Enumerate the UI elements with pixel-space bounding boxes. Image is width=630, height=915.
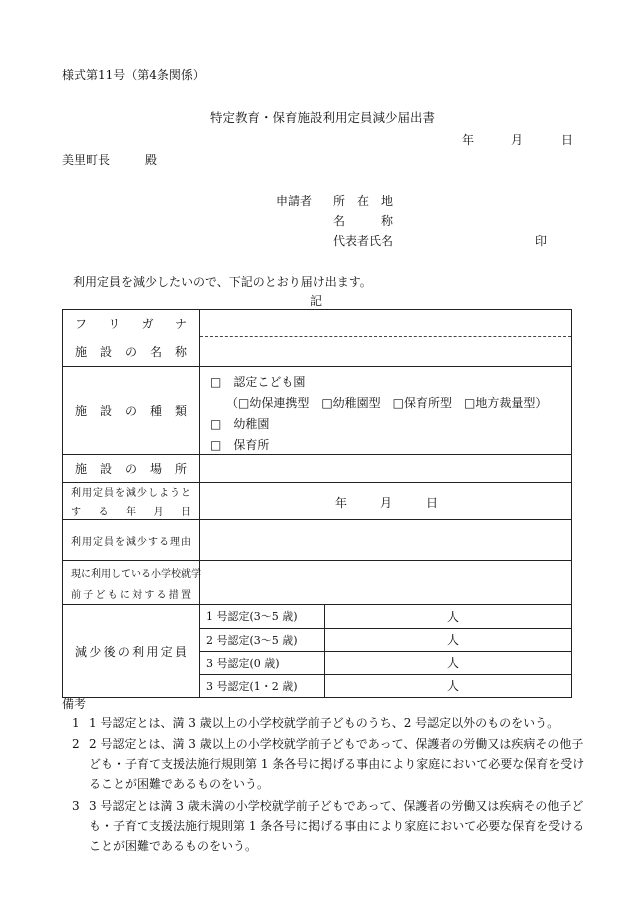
label-char: を <box>115 488 125 499</box>
reason-label <box>63 533 199 548</box>
form-table <box>62 309 572 698</box>
note-2-line3: ることが困難であるものをいう。 <box>89 777 270 791</box>
reduce-date-label-cell <box>63 483 200 520</box>
after-capacity-label-cell <box>63 605 200 698</box>
after-capacity-cell <box>200 605 572 698</box>
label-char: 就 <box>181 568 191 580</box>
label-char: 名 <box>149 344 162 359</box>
label-char: 員 <box>104 488 114 499</box>
label-char: 月 <box>153 507 164 518</box>
label-char: と <box>181 488 191 499</box>
label-char: 設 <box>99 404 112 418</box>
furigana-label-cell <box>63 310 200 337</box>
label-char: 減 <box>126 536 136 548</box>
recipient-honorific: 殿 <box>145 153 158 167</box>
label-char: 設 <box>99 344 112 359</box>
facility-type-options <box>200 367 572 455</box>
note-2-line1: 2 号認定とは、満 3 歳以上の小学校就学前子どもであって、保護者の労働又は疾病その他子 <box>89 737 584 751</box>
facility-type-label-cell <box>63 367 200 455</box>
reduce-date-year: 年 <box>335 496 348 510</box>
applicant-name-label: 名 称 <box>333 214 394 228</box>
furigana-input[interactable] <box>200 310 572 337</box>
label-char: も <box>107 589 118 601</box>
capacity-row-input[interactable] <box>325 605 572 628</box>
label-char: ナ <box>174 316 187 331</box>
option-nursery[interactable]: □ 保育所 <box>210 438 270 452</box>
label-char: 用 <box>146 644 159 659</box>
reduce-date-input[interactable] <box>200 483 572 520</box>
label-char: 種 <box>149 404 162 418</box>
label-char: 現 <box>71 568 81 580</box>
furigana-label <box>63 315 199 332</box>
capacity-row-input[interactable] <box>325 628 572 651</box>
option-kindergarten[interactable]: □ 幼稚園 <box>210 417 270 431</box>
label-char: い <box>131 568 141 580</box>
label-char: 対 <box>132 589 143 601</box>
label-char: て <box>121 568 131 580</box>
capacity-row-label: 3 号認定(1・2 歳) <box>200 674 325 697</box>
label-char: の <box>124 462 137 476</box>
label-char: の <box>124 344 137 359</box>
label-char: の <box>117 644 130 659</box>
note-1: 1 号認定とは、満 3 歳以上の小学校就学前子どものうち、2 号認定以外のものをいう。 <box>89 716 560 730</box>
label-char: 由 <box>181 536 191 548</box>
seal-mark: 印 <box>535 234 548 248</box>
note-2-line2: ども・子育て支援法施行規則第 1 条各号に掲げる事由により家庭において必要な保育を受け <box>89 757 585 771</box>
label-char: 定 <box>160 644 173 659</box>
capacity-unit: 人 <box>446 656 459 670</box>
label-char: ガ <box>141 316 154 331</box>
label-char: に <box>81 568 91 580</box>
notes-heading: 備考 <box>62 697 87 711</box>
label-char: 設 <box>99 462 112 476</box>
label-char: 減 <box>75 644 88 659</box>
facility-type-label <box>63 402 199 419</box>
current-measures-input[interactable] <box>200 561 572 605</box>
after-capacity-table <box>200 605 571 697</box>
facility-location-label-cell <box>63 455 200 483</box>
label-char: し <box>111 568 121 580</box>
capacity-row-input[interactable] <box>325 651 572 674</box>
label-char: る <box>156 589 167 601</box>
label-char: ど <box>95 589 106 601</box>
label-char: 員 <box>104 536 114 548</box>
applicant-label: 申請者 <box>276 194 313 208</box>
label-char: 置 <box>180 589 191 601</box>
label-char: 措 <box>168 589 179 601</box>
label-char: 少 <box>137 536 147 548</box>
recipient: 美里町長 <box>62 153 111 167</box>
document-title: 特定教育・保育施設利用定員減少届出書 <box>210 110 436 125</box>
label-char: 前 <box>71 589 81 601</box>
label-char: 学 <box>191 568 201 580</box>
note-3-line2: も・子育て支援法施行規則第 1 条各号に掲げる事由により家庭において必要な保育を受ける <box>89 819 585 833</box>
date-day-label: 日 <box>561 133 574 147</box>
label-char: フ <box>75 316 88 331</box>
label-char: 員 <box>174 644 187 659</box>
label-char: 日 <box>181 507 191 518</box>
label-char: 年 <box>126 507 136 518</box>
label-char: 用 <box>101 568 111 580</box>
reduce-date-month: 月 <box>380 496 393 510</box>
reason-label-cell <box>63 520 200 561</box>
label-char: る <box>98 507 109 518</box>
note-3-line3: ことが困難であるものをいう。 <box>89 839 258 853</box>
label-char: 後 <box>103 644 116 659</box>
representative-label: 代表者氏名 <box>333 234 394 248</box>
label-char: 利 <box>71 488 81 499</box>
label-char: 定 <box>93 488 103 499</box>
label-char: よ <box>159 488 169 499</box>
label-char: 施 <box>75 404 88 418</box>
capacity-row-label: 2 号認定(3〜5 歳) <box>200 628 325 651</box>
capacity-unit: 人 <box>446 679 459 694</box>
facility-location-input[interactable] <box>200 455 572 483</box>
note-2-number: 2 <box>72 737 80 751</box>
label-char: 施 <box>75 344 88 359</box>
label-char: 小 <box>151 568 161 580</box>
note-1-number: 1 <box>72 716 80 730</box>
form-number: 様式第11号（第4条関係） <box>62 68 205 82</box>
reduce-date-label-line2 <box>63 503 199 518</box>
capacity-row-input[interactable] <box>325 674 572 697</box>
ki-heading: 記 <box>310 294 323 308</box>
facility-name-label-cell <box>63 337 200 367</box>
intro-text: 利用定員を減少したいので、下記のとおり届け出ます。 <box>73 275 372 289</box>
capacity-unit: 人 <box>446 633 459 647</box>
reason-input[interactable] <box>200 520 572 561</box>
label-char: 学 <box>161 568 171 580</box>
label-char: す <box>144 589 155 601</box>
after-capacity-label <box>63 643 199 660</box>
option-kodomoen-subtypes[interactable]: （□幼保連携型 □幼稚園型 □保育所型 □地方裁量型） <box>226 396 548 410</box>
label-char: 利 <box>71 536 81 548</box>
label-char: う <box>170 488 180 499</box>
option-certified-kodomoen[interactable]: □ 認定こども園 <box>210 375 306 389</box>
label-char: 少 <box>89 644 102 659</box>
label-char: 校 <box>171 568 181 580</box>
label-char: る <box>159 536 169 548</box>
facility-location-label <box>63 460 199 477</box>
label-char: 称 <box>174 344 187 359</box>
label-char: 用 <box>82 536 92 548</box>
label-char: 定 <box>93 536 103 548</box>
label-char: 用 <box>82 488 92 499</box>
label-char: す <box>148 536 158 548</box>
reduce-date-label-line1 <box>63 484 199 499</box>
applicant-address-label: 所 在 地 <box>333 194 394 208</box>
date-year-label: 年 <box>462 133 475 147</box>
label-char: 減 <box>126 488 136 499</box>
label-char: 利 <box>132 644 145 659</box>
label-char: リ <box>108 316 121 331</box>
label-char: 子 <box>83 589 94 601</box>
current-measures-label-cell <box>63 561 200 605</box>
label-char: の <box>124 404 137 418</box>
current-measures-label-line1 <box>63 565 199 580</box>
reduce-date-day: 日 <box>426 496 439 510</box>
label-char: 理 <box>170 536 180 548</box>
label-char: し <box>148 488 158 499</box>
note-3-line1: 3 号認定とは満 3 歳未満の小学校就学前子どもであって、保護者の労働又は疾病その他子ど <box>89 799 584 813</box>
note-3-number: 3 <box>72 799 80 813</box>
capacity-row-label: 3 号認定(0 歳) <box>200 651 325 674</box>
label-char: 場 <box>149 462 162 476</box>
current-measures-label-line2 <box>63 586 199 601</box>
label-char: 類 <box>174 404 187 418</box>
label-char: に <box>119 589 130 601</box>
label-char: す <box>71 507 81 518</box>
label-char: る <box>141 568 151 580</box>
label-char: 利 <box>91 568 101 580</box>
label-char: 所 <box>174 462 187 476</box>
capacity-unit: 人 <box>446 609 459 624</box>
label-char: 施 <box>75 462 88 476</box>
label-char: 少 <box>137 488 147 499</box>
date-month-label: 月 <box>511 133 524 147</box>
capacity-row-label: 1 号認定(3〜5 歳) <box>200 605 325 628</box>
facility-name-label <box>63 343 199 360</box>
facility-name-input[interactable] <box>200 337 572 367</box>
label-char: を <box>115 536 125 548</box>
